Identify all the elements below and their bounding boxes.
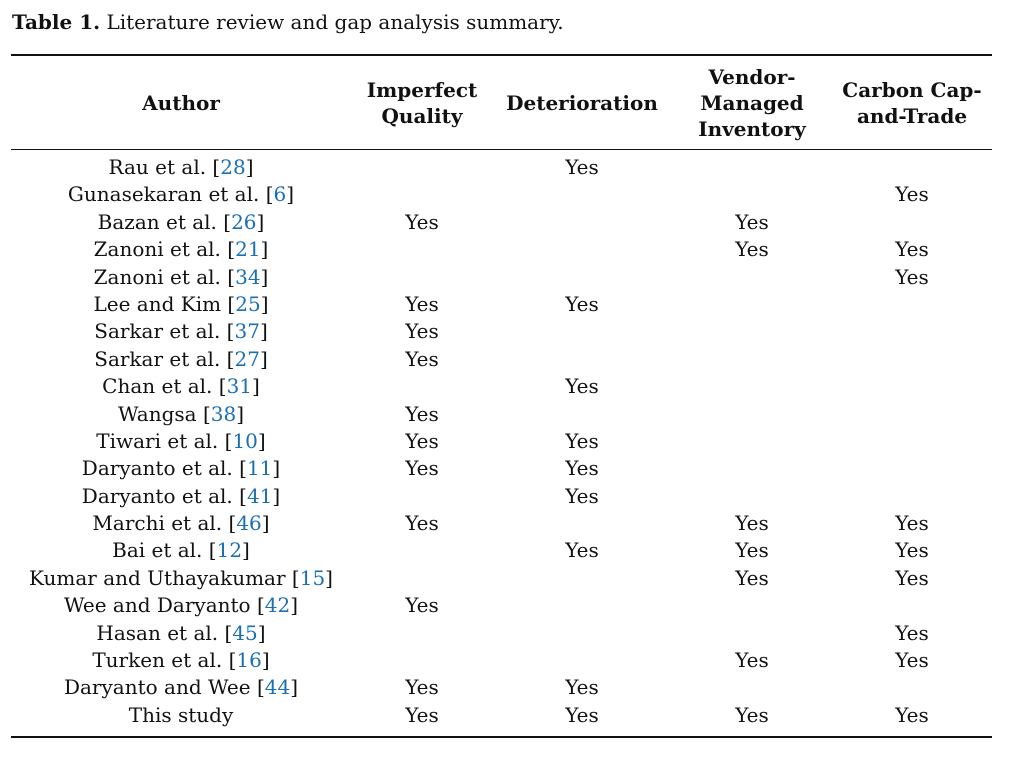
table-row [0,401,1024,428]
table-row [0,428,1024,455]
cell-imperfect-quality: Yes [405,428,439,453]
cell-imperfect-quality [352,373,492,400]
cell-author: Zanoni et al. [21] [93,237,269,262]
reference-link[interactable]: 6 [273,182,287,207]
cell-carbon-cap-and-trade: Yes [895,264,929,289]
header-author [11,56,351,149]
author-name: Bai et al. [112,538,203,563]
cell-imperfect-quality: Yes [405,511,439,536]
cell-deterioration [492,592,672,619]
cell-deterioration [492,209,672,236]
cell-deterioration: Yes [565,456,599,481]
reference-link[interactable]: 31 [226,374,253,399]
cell-vendor-managed-inventory [672,428,832,455]
cell-author: Bazan et al. [26] [97,209,265,234]
cell-author: Kumar and Uthayakumar [15] [29,565,333,590]
cell-deterioration: Yes [565,702,599,727]
cell-carbon-cap-and-trade: Yes [895,702,929,727]
header-deterioration-line: Deterioration [506,90,658,115]
cell-carbon-cap-and-trade: Yes [895,648,929,673]
reference-link[interactable]: 27 [234,346,260,371]
cell-vendor-managed-inventory [672,291,832,318]
cell-vendor-managed-inventory [672,346,832,373]
author-name: Daryanto and Wee [63,675,251,700]
cell-deterioration [492,264,672,291]
cell-carbon-cap-and-trade: Yes [895,182,929,207]
author-name: Daryanto et al. [81,456,233,481]
author-name: Marchi et al. [92,511,223,536]
table-row [0,537,1024,564]
cell-carbon-cap-and-trade [832,346,992,373]
cell-imperfect-quality: Yes [405,675,439,700]
author-name: Zanoni et al. [93,264,221,289]
cell-imperfect-quality: Yes [405,209,439,234]
reference-link[interactable]: 37 [234,319,260,344]
author-name: Gunasekaran et al. [67,182,260,207]
table-bottom-rule [11,736,992,738]
table-row [0,373,1024,400]
cell-imperfect-quality: Yes [405,702,439,727]
cell-deterioration: Yes [565,155,599,179]
header-vendor-managed-inventory [672,56,832,149]
author-name: This study [128,702,234,727]
cell-deterioration: Yes [565,428,599,453]
reference-link[interactable]: 46 [236,511,262,536]
reference-link[interactable]: 38 [210,401,237,426]
author-name: Hasan et al. [96,620,219,645]
cell-imperfect-quality [352,620,492,647]
cell-author: Marchi et al. [46] [92,511,270,536]
header-vmi-line: Managed [700,90,804,115]
reference-link[interactable]: 26 [231,209,257,234]
header-carbon-line: and-Trade [856,103,968,128]
cell-carbon-cap-and-trade [832,483,992,510]
author-name: Lee and Kim [93,291,222,316]
cell-vendor-managed-inventory [672,318,832,345]
table-row [0,455,1024,482]
cell-imperfect-quality [352,647,492,674]
cell-author: Gunasekaran et al. [6] [67,182,295,207]
cell-imperfect-quality: Yes [405,346,439,371]
author-name: Wee and Daryanto [63,593,251,618]
table-row [0,181,1024,208]
cell-carbon-cap-and-trade [832,455,992,482]
table-header-rule [11,149,992,150]
header-author-line: Author [142,90,220,115]
cell-deterioration [492,346,672,373]
table-caption-label: Table 1. [12,10,101,34]
cell-author: Sarkar et al. [37] [94,319,268,344]
cell-author [11,702,351,729]
cell-deterioration [492,647,672,674]
author-name: Daryanto et al. [81,483,233,508]
cell-carbon-cap-and-trade: Yes [895,511,929,536]
cell-vendor-managed-inventory [672,373,832,400]
cell-author: Daryanto and Wee [44] [63,675,299,700]
cell-imperfect-quality: Yes [405,401,439,426]
cell-vendor-managed-inventory: Yes [735,648,769,673]
cell-author: Wee and Daryanto [42] [63,593,299,618]
cell-vendor-managed-inventory [672,674,832,701]
cell-author: Chan et al. [31] [102,374,260,399]
cell-author: Zanoni et al. [34] [93,264,269,289]
header-carbon-line: Carbon Cap- [842,77,982,102]
cell-deterioration: Yes [565,374,599,399]
table-body [0,154,1024,729]
cell-carbon-cap-and-trade: Yes [895,237,929,262]
reference-link[interactable]: 45 [232,620,258,645]
cell-deterioration [492,401,672,428]
cell-vendor-managed-inventory [672,592,832,619]
table-row [0,592,1024,619]
cell-imperfect-quality [352,483,492,510]
table-row [0,565,1024,592]
header-imperfect-quality [352,56,492,149]
cell-imperfect-quality: Yes [405,593,439,618]
cell-imperfect-quality [352,537,492,564]
cell-vendor-managed-inventory: Yes [735,702,769,727]
table-row [0,702,1024,729]
cell-imperfect-quality: Yes [405,291,439,316]
author-name: Chan et al. [102,374,213,399]
cell-vendor-managed-inventory [672,401,832,428]
cell-carbon-cap-and-trade [832,373,992,400]
author-name: Rau et al. [108,155,207,179]
reference-link[interactable]: 28 [220,155,246,179]
cell-vendor-managed-inventory [672,154,832,181]
table-row [0,510,1024,537]
cell-carbon-cap-and-trade: Yes [895,620,929,645]
reference-link[interactable]: 10 [232,428,258,453]
reference-link[interactable]: 25 [235,291,261,316]
cell-deterioration [492,620,672,647]
cell-carbon-cap-and-trade [832,592,992,619]
reference-link[interactable]: 15 [299,565,326,590]
author-name: Turken et al. [92,648,223,673]
reference-link[interactable]: 11 [246,456,273,481]
header-deterioration [492,56,672,149]
author-name: Zanoni et al. [93,237,221,262]
cell-author: Rau et al. [28] [108,155,254,179]
author-name: Sarkar et al. [94,319,221,344]
cell-author: Daryanto et al. [11] [81,456,281,481]
table-row [0,674,1024,701]
author-name: Tiwari et al. [96,428,219,453]
cell-carbon-cap-and-trade [832,401,992,428]
cell-vendor-managed-inventory [672,455,832,482]
cell-vendor-managed-inventory [672,483,832,510]
cell-author: Daryanto et al. [41] [81,483,281,508]
table-row [0,620,1024,647]
reference-link[interactable]: 44 [264,675,291,700]
cell-carbon-cap-and-trade [832,291,992,318]
cell-vendor-managed-inventory: Yes [735,209,769,234]
table-row [0,483,1024,510]
cell-vendor-managed-inventory: Yes [735,565,769,590]
table-caption-text: Literature review and gap analysis summary. [106,10,564,34]
cell-vendor-managed-inventory: Yes [735,511,769,536]
cell-author: Lee and Kim [25] [93,291,269,316]
cell-author: Bai et al. [12] [112,538,250,563]
cell-deterioration [492,565,672,592]
reference-link[interactable]: 16 [236,648,262,673]
cell-carbon-cap-and-trade [832,428,992,455]
cell-vendor-managed-inventory: Yes [735,237,769,262]
cell-vendor-managed-inventory [672,264,832,291]
reference-link[interactable]: 12 [216,538,243,563]
cell-deterioration: Yes [565,675,599,700]
cell-carbon-cap-and-trade [832,674,992,701]
cell-deterioration [492,181,672,208]
reference-link[interactable]: 21 [235,237,261,262]
table-row [0,154,1024,181]
table-row [0,318,1024,345]
author-name: Bazan et al. [97,209,217,234]
table-row [0,647,1024,674]
table-caption [12,10,564,34]
cell-author: Tiwari et al. [10] [96,428,266,453]
reference-link[interactable]: 34 [235,264,261,289]
cell-carbon-cap-and-trade [832,318,992,345]
cell-imperfect-quality [352,181,492,208]
cell-deterioration: Yes [565,538,599,563]
header-imperfect-quality-line: Quality [381,103,463,128]
cell-deterioration: Yes [565,291,599,316]
cell-carbon-cap-and-trade [832,209,992,236]
cell-imperfect-quality [352,154,492,181]
cell-vendor-managed-inventory: Yes [735,538,769,563]
author-name: Kumar and Uthayakumar [29,565,286,590]
reference-link[interactable]: 42 [264,593,291,618]
cell-carbon-cap-and-trade [832,154,992,181]
table-row [0,264,1024,291]
cell-deterioration [492,318,672,345]
cell-author: Wangsa [38] [117,401,245,426]
cell-imperfect-quality: Yes [405,319,439,344]
cell-imperfect-quality: Yes [405,456,439,481]
cell-author: Turken et al. [16] [92,648,270,673]
cell-deterioration [492,236,672,263]
table-row [0,209,1024,236]
cell-vendor-managed-inventory [672,181,832,208]
cell-imperfect-quality [352,565,492,592]
table-row [0,291,1024,318]
header-vmi-line: Inventory [698,116,806,141]
author-name: Wangsa [117,401,197,426]
cell-deterioration [492,510,672,537]
cell-vendor-managed-inventory [672,620,832,647]
header-imperfect-quality-line: Imperfect [366,77,478,102]
cell-author: Hasan et al. [45] [96,620,266,645]
header-carbon-cap-and-trade [832,56,992,149]
cell-author: Sarkar et al. [27] [94,346,268,371]
cell-imperfect-quality [352,236,492,263]
cell-carbon-cap-and-trade: Yes [895,565,929,590]
cell-carbon-cap-and-trade: Yes [895,538,929,563]
author-name: Sarkar et al. [94,346,221,371]
cell-imperfect-quality [352,264,492,291]
cell-deterioration: Yes [565,483,599,508]
header-vmi-line: Vendor- [708,64,796,89]
reference-link[interactable]: 41 [246,483,273,508]
table-row [0,346,1024,373]
table-row [0,236,1024,263]
